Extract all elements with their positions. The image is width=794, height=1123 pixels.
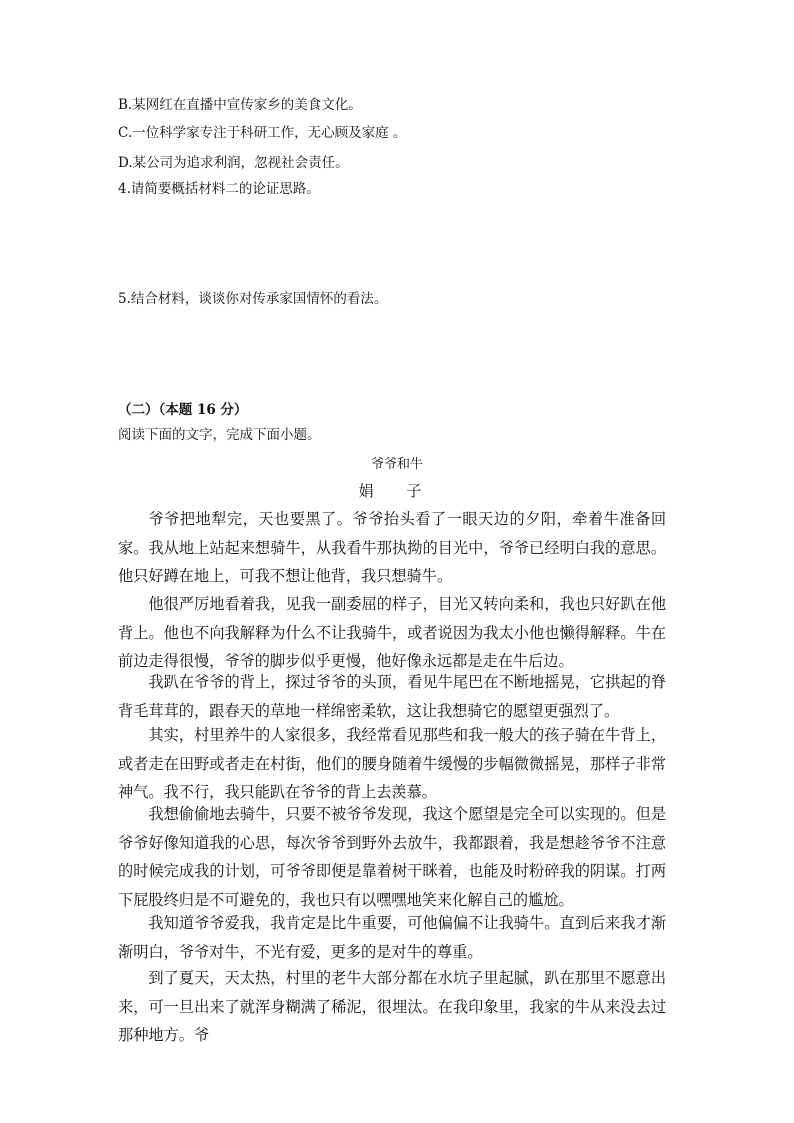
option-b: B.某网红在直播中宣传家乡的美食文化。 (118, 97, 362, 113)
section-heading: （二）（本题 16 分） (118, 402, 248, 418)
question-4: 4.请简要概括材料二的论证思路。 (118, 181, 320, 197)
story-paragraph-7: 到了夏天，天太热，村里的老牛大部分都在水坑子里起腻，趴在那里不愿意出来，可一旦出来了就浑身糊满了稀泥，很埋汰。在我印象里，我家的牛从来没去过那种地方。爷 (118, 969, 666, 1044)
story-author: 娟 子 (358, 482, 436, 500)
reading-instruction: 阅读下面的文字，完成下面小题。 (118, 427, 321, 443)
option-d: D.某公司为追求利润，忽视社会责任。 (118, 155, 349, 171)
story-paragraph-1: 爷爷把地犁完，天也要黑了。爷爷抬头看了一眼天边的夕阳，牵着牛准备回家。我从地上站起来想骑牛，从我看牛那执拗的目光中，爷爷已经明白我的意思。他只好蹲在地上，可我不想让他背，我只想骑牛。 (118, 510, 666, 585)
story-paragraph-4: 其实，村里养牛的人家很多，我经常看见那些和我一般大的孩子骑在牛背上，或者走在田野或者走在村街，他们的腰身随着牛缓慢的步幅微微摇晃，那样子非常神气。我不行，我只能趴在爷爷的背上去羡慕。 (118, 726, 666, 801)
story-title: 爷爷和牛 (370, 457, 423, 472)
option-c: C.一位科学家专注于科研工作，无心顾及家庭 。 (118, 125, 407, 141)
story-paragraph-3: 我趴在爷爷的背上，探过爷爷的头顶，看见牛尾巴在不断地摇晃，它拱起的脊背毛茸茸的，跟春天的草地一样绵密柔软，这让我想骑它的愿望更强烈了。 (118, 673, 666, 720)
story-paragraph-6: 我知道爷爷爱我，我肯定是比牛重要，可他偏偏不让我骑牛。直到后来我才渐渐明白，爷爷对牛，不光有爱，更多的是对牛的尊重。 (118, 914, 666, 961)
story-paragraph-2: 他很严厉地看着我，见我一副委屈的样子，目光又转向柔和，我也只好趴在他背上。他也不向我解释为什么不让我骑牛，或者说因为我太小他也懒得解释。牛在前边走得很慢，爷爷的脚步似乎更慢，他好像永远都是走在牛后边。 (118, 595, 666, 670)
story-paragraph-5: 我想偷偷地去骑牛，只要不被爷爷发现，我这个愿望是完全可以实现的。但是爷爷好像知道我的心思，每次爷爷到野外去放牛，我都跟着，我是想趁爷爷不注意的时候完成我的计划，可爷爷即便是靠着树干眯着，也能及时粉碎我的阴谋。打两下屁股终归是不可避免的，我也只有以嘿嘿地笑来化解自己的尴尬。 (118, 805, 666, 909)
question-5: 5.结合材料，谈谈你对传承家国情怀的看法。 (118, 291, 388, 307)
